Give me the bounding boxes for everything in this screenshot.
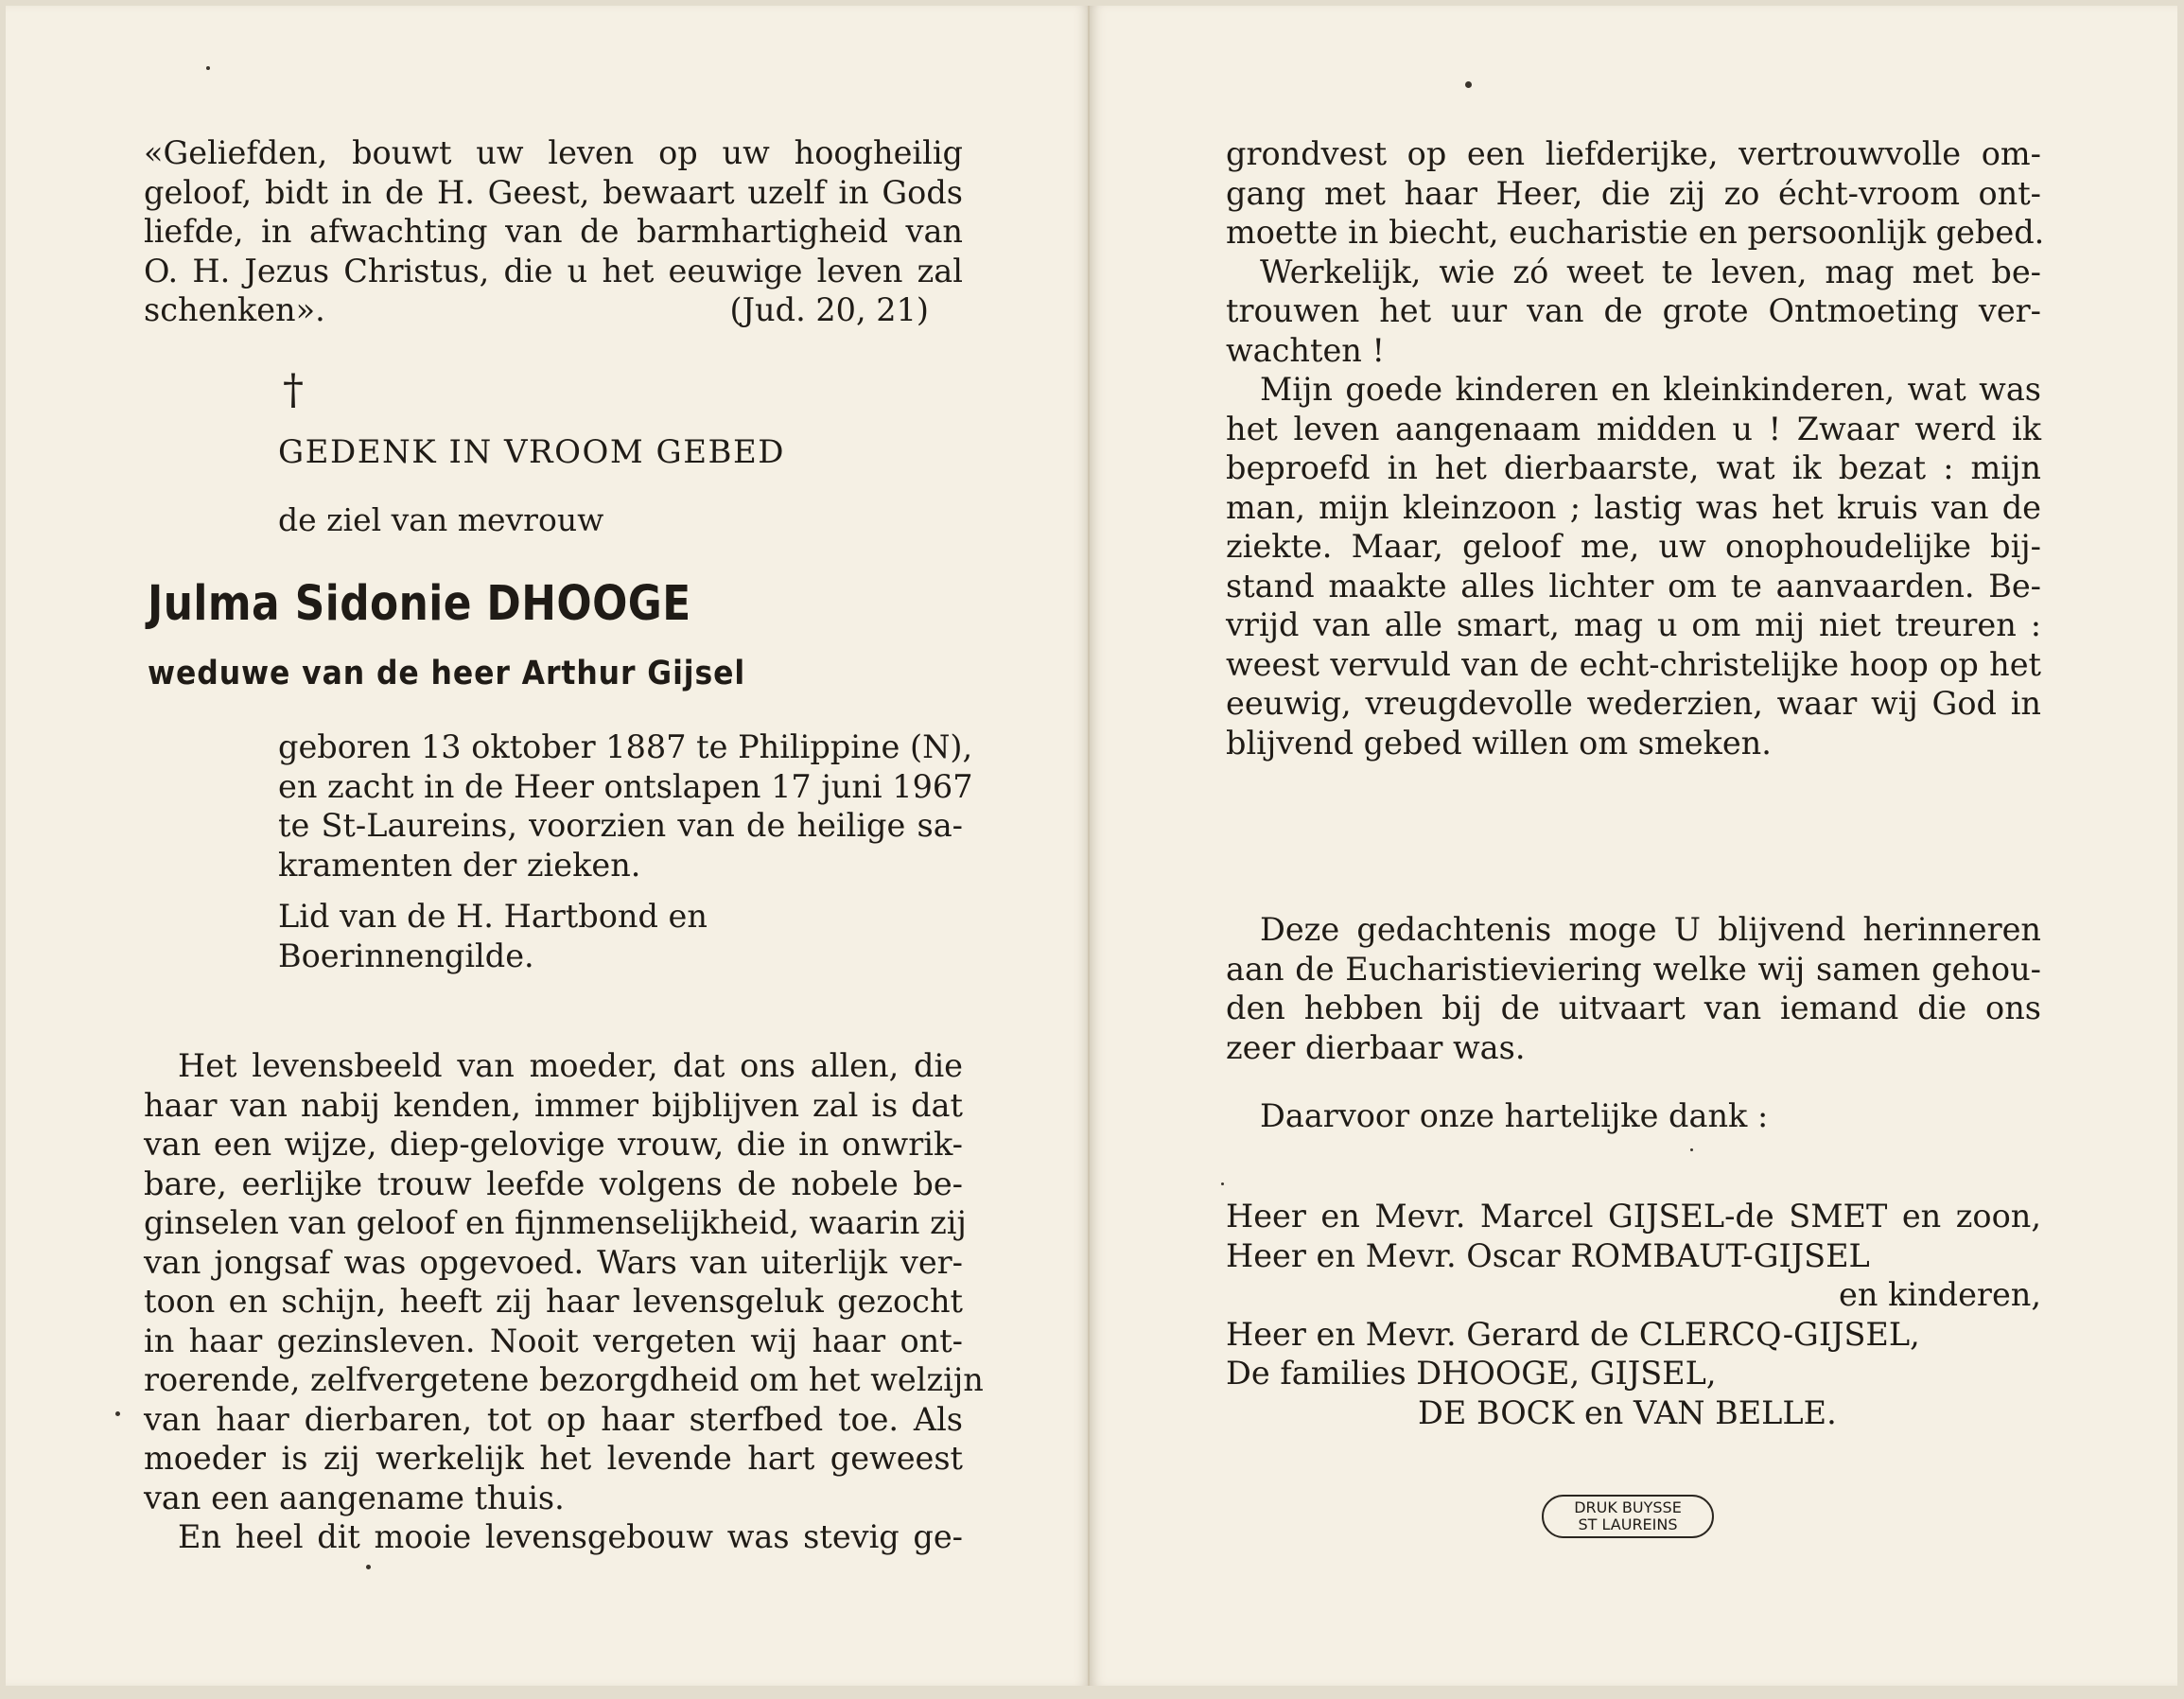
paper-speck	[1465, 81, 1472, 88]
text-line: En heel dit mooie levensgebouw was stevig ge-	[178, 1518, 963, 1555]
text-line: bare, eerlijke trouw leefde volgens de nobele be-	[144, 1165, 963, 1202]
quote-line: schenken».	[144, 291, 325, 328]
text-line: stand maakte alles lichter om te aanvaarden. Be-	[1226, 567, 2041, 604]
cross-icon: †	[283, 366, 304, 414]
life-description	[144, 1046, 984, 1557]
paper-speck	[206, 66, 210, 70]
text-line: gang met haar Heer, die zij zo écht-vroom ont-	[1226, 174, 2041, 212]
text-line: den hebben bij de uitvaart van iemand die ons	[1226, 990, 2041, 1026]
text-line: man, mijn kleinzoon ; lastig was het kruis van de	[1226, 488, 2041, 526]
right-page	[1090, 6, 2177, 1686]
detail-line: geboren 13 oktober 1887 te Philippine (N),	[278, 728, 973, 765]
text-line: toon en schijn, heeft zij haar levensgeluk gezocht	[144, 1283, 963, 1320]
text-line: moeder is zij werkelijk het levende hart geweest	[144, 1440, 963, 1477]
text-line: van jongsaf was opgevoed. Wars van uiterlijk ver-	[144, 1243, 963, 1281]
quote-line: liefde, in afwachting van de barmhartigheid van	[144, 213, 963, 250]
text-line: Werkelijk, wie zó weet te leven, mag met be-	[1260, 253, 2041, 290]
family-line: Heer en Mevr. Oscar ROMBAUT-GIJSEL	[1226, 1236, 1870, 1274]
family-list	[1226, 1197, 2041, 1432]
text-line: van een wijze, diep-gelovige vrouw, die in onwrik-	[144, 1126, 963, 1163]
widow-line: weduwe van de heer Arthur Gijsel	[148, 655, 746, 692]
paper-speck	[1690, 1148, 1693, 1151]
text-line: ziekte. Maar, geloof me, uw onophoudelijke bij-	[1226, 528, 2041, 565]
text-line: aan de Eucharistieviering welke wij samen gehou-	[1226, 950, 2041, 988]
text-line: blijvend gebed willen om smeken.	[1226, 724, 1772, 762]
text-line: beproefd in het dierbaarste, wat ik bezat : mijn	[1226, 449, 2041, 486]
remembrance-text	[1226, 910, 2041, 1067]
text-line: Mijn goede kinderen en kleinkinderen, wat was	[1260, 371, 2041, 408]
scripture-reference: (Jud. 20, 21)	[729, 291, 929, 328]
quote-closing	[144, 290, 929, 330]
text-line: haar van nabij kenden, immer bijblijven zal is dat	[144, 1086, 963, 1124]
paper-speck	[115, 1411, 120, 1416]
family-line: Heer en Mevr. Gerard de CLERCQ-GIJSEL,	[1226, 1315, 1920, 1353]
membership	[278, 897, 963, 975]
text-line: vrijd van alle smart, mag u om mij niet treuren :	[1226, 606, 2041, 643]
deceased-name	[148, 576, 691, 632]
text-line: Het levensbeeld van moeder, dat ons allen, die	[178, 1047, 963, 1084]
paper-speck	[1221, 1182, 1224, 1185]
membership-line: Boerinnengilde.	[278, 937, 534, 974]
printer-stamp	[1542, 1495, 1714, 1538]
left-page	[6, 6, 1090, 1686]
quote-line: «Geliefden, bouwt uw leven op uw hoogheilig	[144, 134, 963, 171]
text-line: weest vervuld van de echt-christelijke hoop op het	[1226, 645, 2041, 683]
text-line: ginselen van geloof en fijnmenselijkheid, waarin zij	[144, 1204, 967, 1241]
text-line: Deze gedachtenis moge U blijvend herinneren	[1260, 911, 2041, 948]
detail-line: en zacht in de Heer ontslapen 17 juni 1967	[278, 767, 973, 805]
printer-location: ST LAUREINS	[1578, 1515, 1678, 1533]
family-line: De families DHOOGE, GIJSEL,	[1226, 1355, 1717, 1392]
deceased-surname: DHOOGE	[486, 576, 691, 632]
text-line: in haar gezinsleven. Nooit vergeten wij haar ont-	[144, 1322, 963, 1359]
birth-death-details	[278, 727, 973, 885]
thanks-text: Daarvoor onze hartelijke dank :	[1260, 1097, 1769, 1134]
membership-line: Lid van de H. Hartbond en	[278, 898, 708, 935]
printer-name: DRUK BUYSSE	[1574, 1498, 1682, 1516]
paper-speck	[366, 1565, 371, 1569]
text-line: eeuwig, vreugdevolle wederzien, waar wij God in	[1226, 685, 2041, 722]
text-line: trouwen het uur van de grote Ontmoeting ver-	[1226, 292, 2041, 329]
heading: GEDENK IN VROOM GEBED	[278, 433, 786, 471]
family-line: DE BOCK en VAN BELLE.	[1418, 1393, 1837, 1431]
family-line: Heer en Mevr. Marcel GIJSEL-de SMET en zoon,	[1226, 1198, 2041, 1235]
scripture-quote	[144, 133, 963, 290]
detail-line: te St-Laureins, voorzien van de heilige sa-	[278, 807, 963, 844]
text-line: zeer dierbaar was.	[1226, 1028, 1526, 1066]
deceased-first-names: Julma Sidonie	[148, 576, 472, 632]
quote-line: geloof, bidt in de H. Geest, bewaart uzelf in Gods	[144, 173, 963, 211]
text-line: van een aangename thuis.	[144, 1479, 565, 1516]
family-line: en kinderen,	[1839, 1276, 2041, 1313]
text-line: van haar dierbaren, tot op haar sterfbed toe. Als	[144, 1400, 963, 1438]
detail-line: kramenten der zieken.	[278, 846, 641, 884]
text-line: grondvest op een liefderijke, vertrouwvolle om-	[1226, 135, 2041, 172]
quote-line: O. H. Jezus Christus, die u het eeuwige leven zal	[144, 252, 963, 289]
text-line: het leven aangenaam midden u ! Zwaar werd ik	[1226, 410, 2041, 447]
thanks-line	[1260, 1096, 2041, 1136]
life-continuation	[1226, 134, 2045, 762]
text-line: wachten !	[1226, 331, 1385, 369]
intro-text: de ziel van mevrouw	[278, 501, 604, 538]
text-line: moette in biecht, eucharistie en persoonlijk gebed.	[1226, 214, 2045, 251]
text-line: roerende, zelfvergetene bezorgdheid om het welzijn	[144, 1361, 984, 1398]
